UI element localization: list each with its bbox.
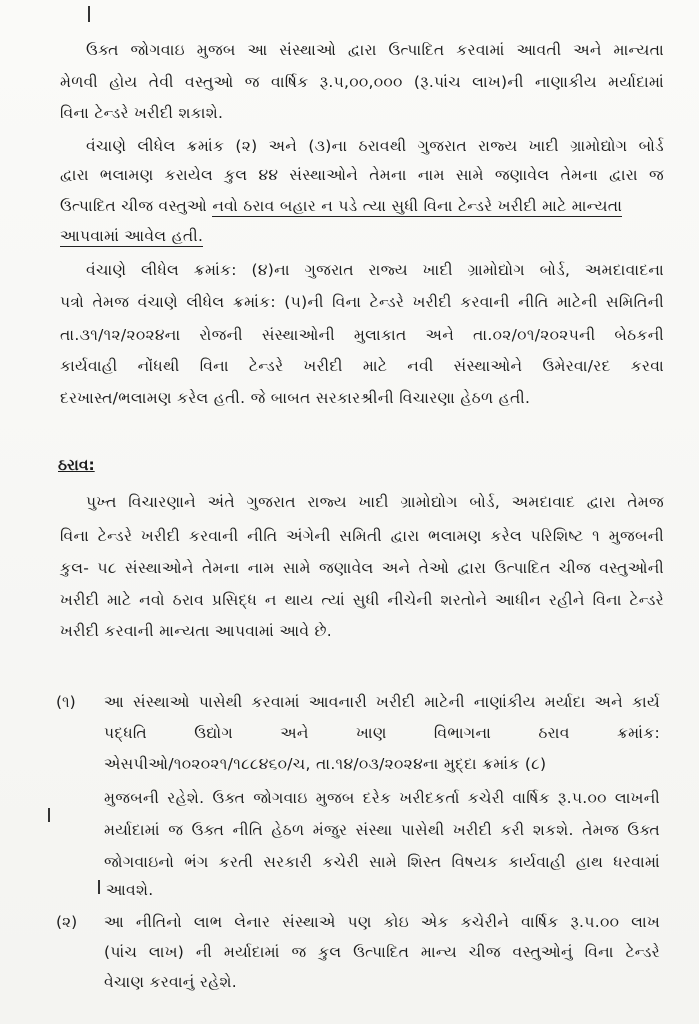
item1-line4: મુજબની રહેશે. ઉક્ત જોગવાઇ મુજબ દરેક ખરીદકર્તા કચેરી વાર્ષિક રૂ.૫.૦૦ લાખની [104,789,660,807]
para1-line2: મેળવી હોય તેવી વસ્તુઓ જ વાર્ષિક રૂ.૫,૦૦,૦૦૦ (રૂ.પાંચ લાખ)ની નાણાકીય મર્યાદામાં [60,73,664,91]
margin-mark-bottom [98,880,100,894]
para2-line2: દ્વારા ભલામણ કરાયેલ કુલ ૪૪ સંસ્થાઓને તેમના નામ સામે જણાવેલ તેમના દ્વારા જ [60,166,664,184]
item1-line6: જોગવાઇનો ભંગ કરતી સરકારી કચેરી સામે શિસ્ત વિષયક કાર્યવાહી હાથ ધરવામાં [104,853,660,871]
para1-line3: વિના ટેન્ડરે ખરીદી શકાશે. [60,104,224,122]
para2-line4 [60,224,203,248]
item2-line3: વેચાણ કરવાનું રહેશે. [104,973,237,991]
item1-line2: પદ્ધતિ ઉદ્યોગ અને ખાણ વિભાગના ઠરાવ ક્રમાંક: [104,724,660,742]
item1-line7: આવશે. [106,881,154,899]
para2-line1: વંચાણે લીધેલ ક્રમાંક (૨) અને (૩)ના ઠરાવથી ગુજરાત રાજ્ય ખાદી ગ્રામોદ્યોગ બોર્ડ [86,137,664,155]
resolution-heading: ઠરાવ: [58,456,95,474]
para4-line1: પુખ્ત વિચારણાને અંતે ગુજરાત રાજ્ય ખાદી ગ્રામોદ્યોગ બોર્ડ, અમદાવાદ દ્વારા તેમજ [86,493,664,511]
para4-line4: ખરીદી માટે નવો ઠરાવ પ્રસિદ્ધ ન થાય ત્યાં સુધી નીચેની શરતોને આધીન રહીને વિના ટેન્ડરે [60,591,664,609]
para3-line4: કાર્યવાહી નોંધથી વિના ટેન્ડરે ખરીદી માટે નવી સંસ્થાઓને ઉમેરવા/રદ કરવા [60,357,664,375]
para3-line2: પત્રો તેમજ વંચાણે લીધેલ ક્રમાંક: (૫)ની વિના ટેન્ડરે ખરીદી કરવાની નીતિ માટેની સમિતિની [60,293,664,311]
para2-line3-plain: ઉત્પાદિત ચીજ વસ્તુઓ [60,197,208,215]
para3-line1: વંચાણે લીધેલ ક્રમાંક: (૪)ના ગુજરાત રાજ્ય ખાદી ગ્રામોદ્યોગ બોર્ડ, અમદાવાદના [86,261,664,279]
para4-line2: વિના ટેન્ડરે ખરીદી કરવાની નીતિ અંગેની સમિતી દ્વારા ભલામણ કરેલ પરિશિષ્ટ ૧ મુજબની [60,527,664,545]
para4-line3: કુલ- ૫૮ સંસ્થાઓને તેમના નામ સામે જણાવેલ અને તેઓ દ્વારા ઉત્પાદિત ચીજ વસ્તુઓની [60,559,664,577]
item2-line1: આ નીતિનો લાભ લેનાર સંસ્થાએ પણ કોઇ એક કચેરીને વાર્ષિક રૂ.૫.૦૦ લાખ [104,913,660,931]
para3-line3: તા.૩૧/૧૨/૨૦૨૪ના રોજની સંસ્થાઓની મુલાકાત અને તા.૦૨/૦૧/૨૦૨૫ની બેઠકની [60,326,664,344]
para3-line5: દરખાસ્ત/ભલામણ કરેલ હતી. જે બાબત સરકારશ્રીની વિચારણા હેઠળ હતી. [60,389,531,407]
item1-number: (૧) [56,693,76,711]
para2-line3-underlined: નવો ઠરાવ બહાર ન પડે ત્યા સુધી વિના ટેન્ડરે ખરીદી માટે માન્યતા [212,197,623,215]
margin-mark-top [88,6,90,22]
para2-line3 [60,194,622,218]
para4-line5: ખરીદી કરવાની માન્યતા આપવામાં આવે છે. [60,622,333,640]
item1-line3: એસપીઓ/૧૦૨૦૨૧/૧૮૮૪૬૦/ચ, તા.૧૪/૦૩/૨૦૨૪ના મુદ્દા ક્રમાંક (૮) [104,755,547,773]
item2-number: (૨) [56,913,78,931]
item1-line1: આ સંસ્થાઓ પાસેથી કરવામાં આવનારી ખરીદી માટેની નાણાંકીય મર્યાદા અને કાર્ય [104,693,660,711]
margin-mark-mid [48,808,50,822]
para2-line4-underlined: આપવામાં આવેલ હતી. [60,227,204,245]
item2-line2: (પાંચ લાખ) ની મર્યાદામાં જ કુલ ઉત્પાદિત માન્ય ચીજ વસ્તુઓનું વિના ટેન્ડરે [104,943,660,961]
para1-line1: ઉક્ત જોગવાઇ મુજબ આ સંસ્થાઓ દ્વારા ઉત્પાદિત કરવામાં આવતી અને માન્યતા [86,41,664,59]
item1-line5: મર્યાદામાં જ ઉક્ત નીતિ હેઠળ મંજુર સંસ્થા પાસેથી ખરીદી કરી શકશે. તેમજ ઉક્ત [104,821,660,839]
